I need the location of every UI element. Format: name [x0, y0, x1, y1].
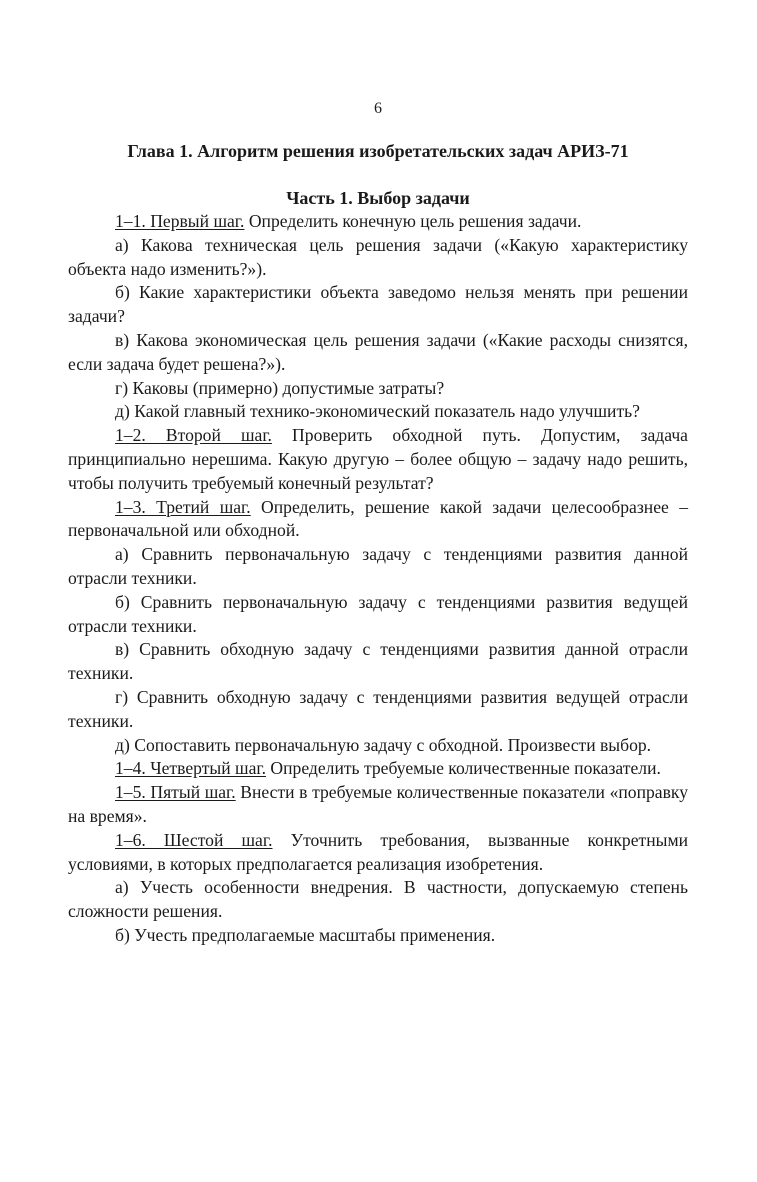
document-body — [68, 210, 688, 948]
step-title: 1–5. Пятый шаг. — [115, 782, 236, 803]
step-title: 1–6. Шестой шаг. — [115, 829, 273, 850]
paragraph-item: б) Какие характеристики объекта заведомо нельзя менять при решении задачи? — [68, 282, 688, 327]
paragraph-text: Определить конечную цель решения задачи. — [244, 211, 582, 231]
paragraph-item: а) Сравнить первоначальную задачу с тенденциями развития данной отрасли техники. — [68, 544, 688, 588]
paragraph-item: д) Сопоставить первоначальную задачу с обходной. Произвести выбор. — [115, 734, 652, 755]
paragraph-text: Внести в требуемые количественные показатели «поправку на время». — [68, 782, 688, 826]
step-title: 1–2. Второй шаг. — [115, 425, 272, 446]
paragraph-item: д) Какой главный технико-экономический показатель надо улучшить? — [115, 401, 640, 422]
paragraph-step-1-5 — [68, 781, 688, 829]
paragraph-item: а) Учесть особенности внедрения. В частности, допускаемую степень сложности решения. — [68, 877, 688, 922]
paragraph-item: г) Сравнить обходную задачу с тенденциями развития ведущей отрасли техники. — [68, 686, 688, 731]
paragraph-item: б) Сравнить первоначальную задачу с тенденциями развития ведущей отрасли техники. — [68, 591, 688, 636]
paragraph-step-1-6 — [68, 829, 688, 877]
paragraph-step-1-1 — [68, 210, 688, 234]
page-number: 6 — [374, 100, 382, 117]
paragraph-item: а) Какова техническая цель решения задачи («Какую характеристику объекта надо изменить?»). — [68, 234, 688, 279]
chapter-title: Глава 1. Алгоритм решения изобретательских задач АРИЗ-71 — [127, 141, 629, 161]
step-title: 1–3. Третий шаг. — [115, 496, 251, 517]
step-title: 1–1. Первый шаг. — [115, 211, 245, 231]
paragraph-item: б) Учесть предполагаемые масштабы применения. — [115, 924, 496, 945]
step-title: 1–4. Четвертый шаг. — [115, 758, 267, 779]
paragraph-text: Определить требуемые количественные показатели. — [266, 758, 661, 779]
paragraph-text: Определить, решение какой задачи целесообразнее – первоначальной или обходной. — [68, 496, 688, 541]
paragraph-step-1-4 — [68, 757, 688, 781]
paragraph-item: в) Сравнить обходную задачу с тенденциями развития данной отрасли техники. — [68, 639, 688, 684]
paragraph-text: Проверить обходной путь. Допустим, задача принципиально нерешима. Какую другую – более общую – задачу надо решить, чтобы получить требуемый конечный результат? — [68, 425, 688, 493]
part-title: Часть 1. Выбор задачи — [286, 188, 470, 208]
paragraph-item: в) Какова экономическая цель решения задачи («Какие расходы снизятся, если задача будет решена?»). — [68, 329, 688, 374]
paragraph-text: Уточнить требования, вызванные конкретными условиями, в которых предполагается реализация изобретения. — [68, 829, 689, 874]
paragraph-step-1-3 — [68, 496, 688, 544]
paragraph-item: г) Каковы (примерно) допустимые затраты? — [115, 377, 445, 398]
paragraph-step-1-2 — [68, 424, 688, 495]
